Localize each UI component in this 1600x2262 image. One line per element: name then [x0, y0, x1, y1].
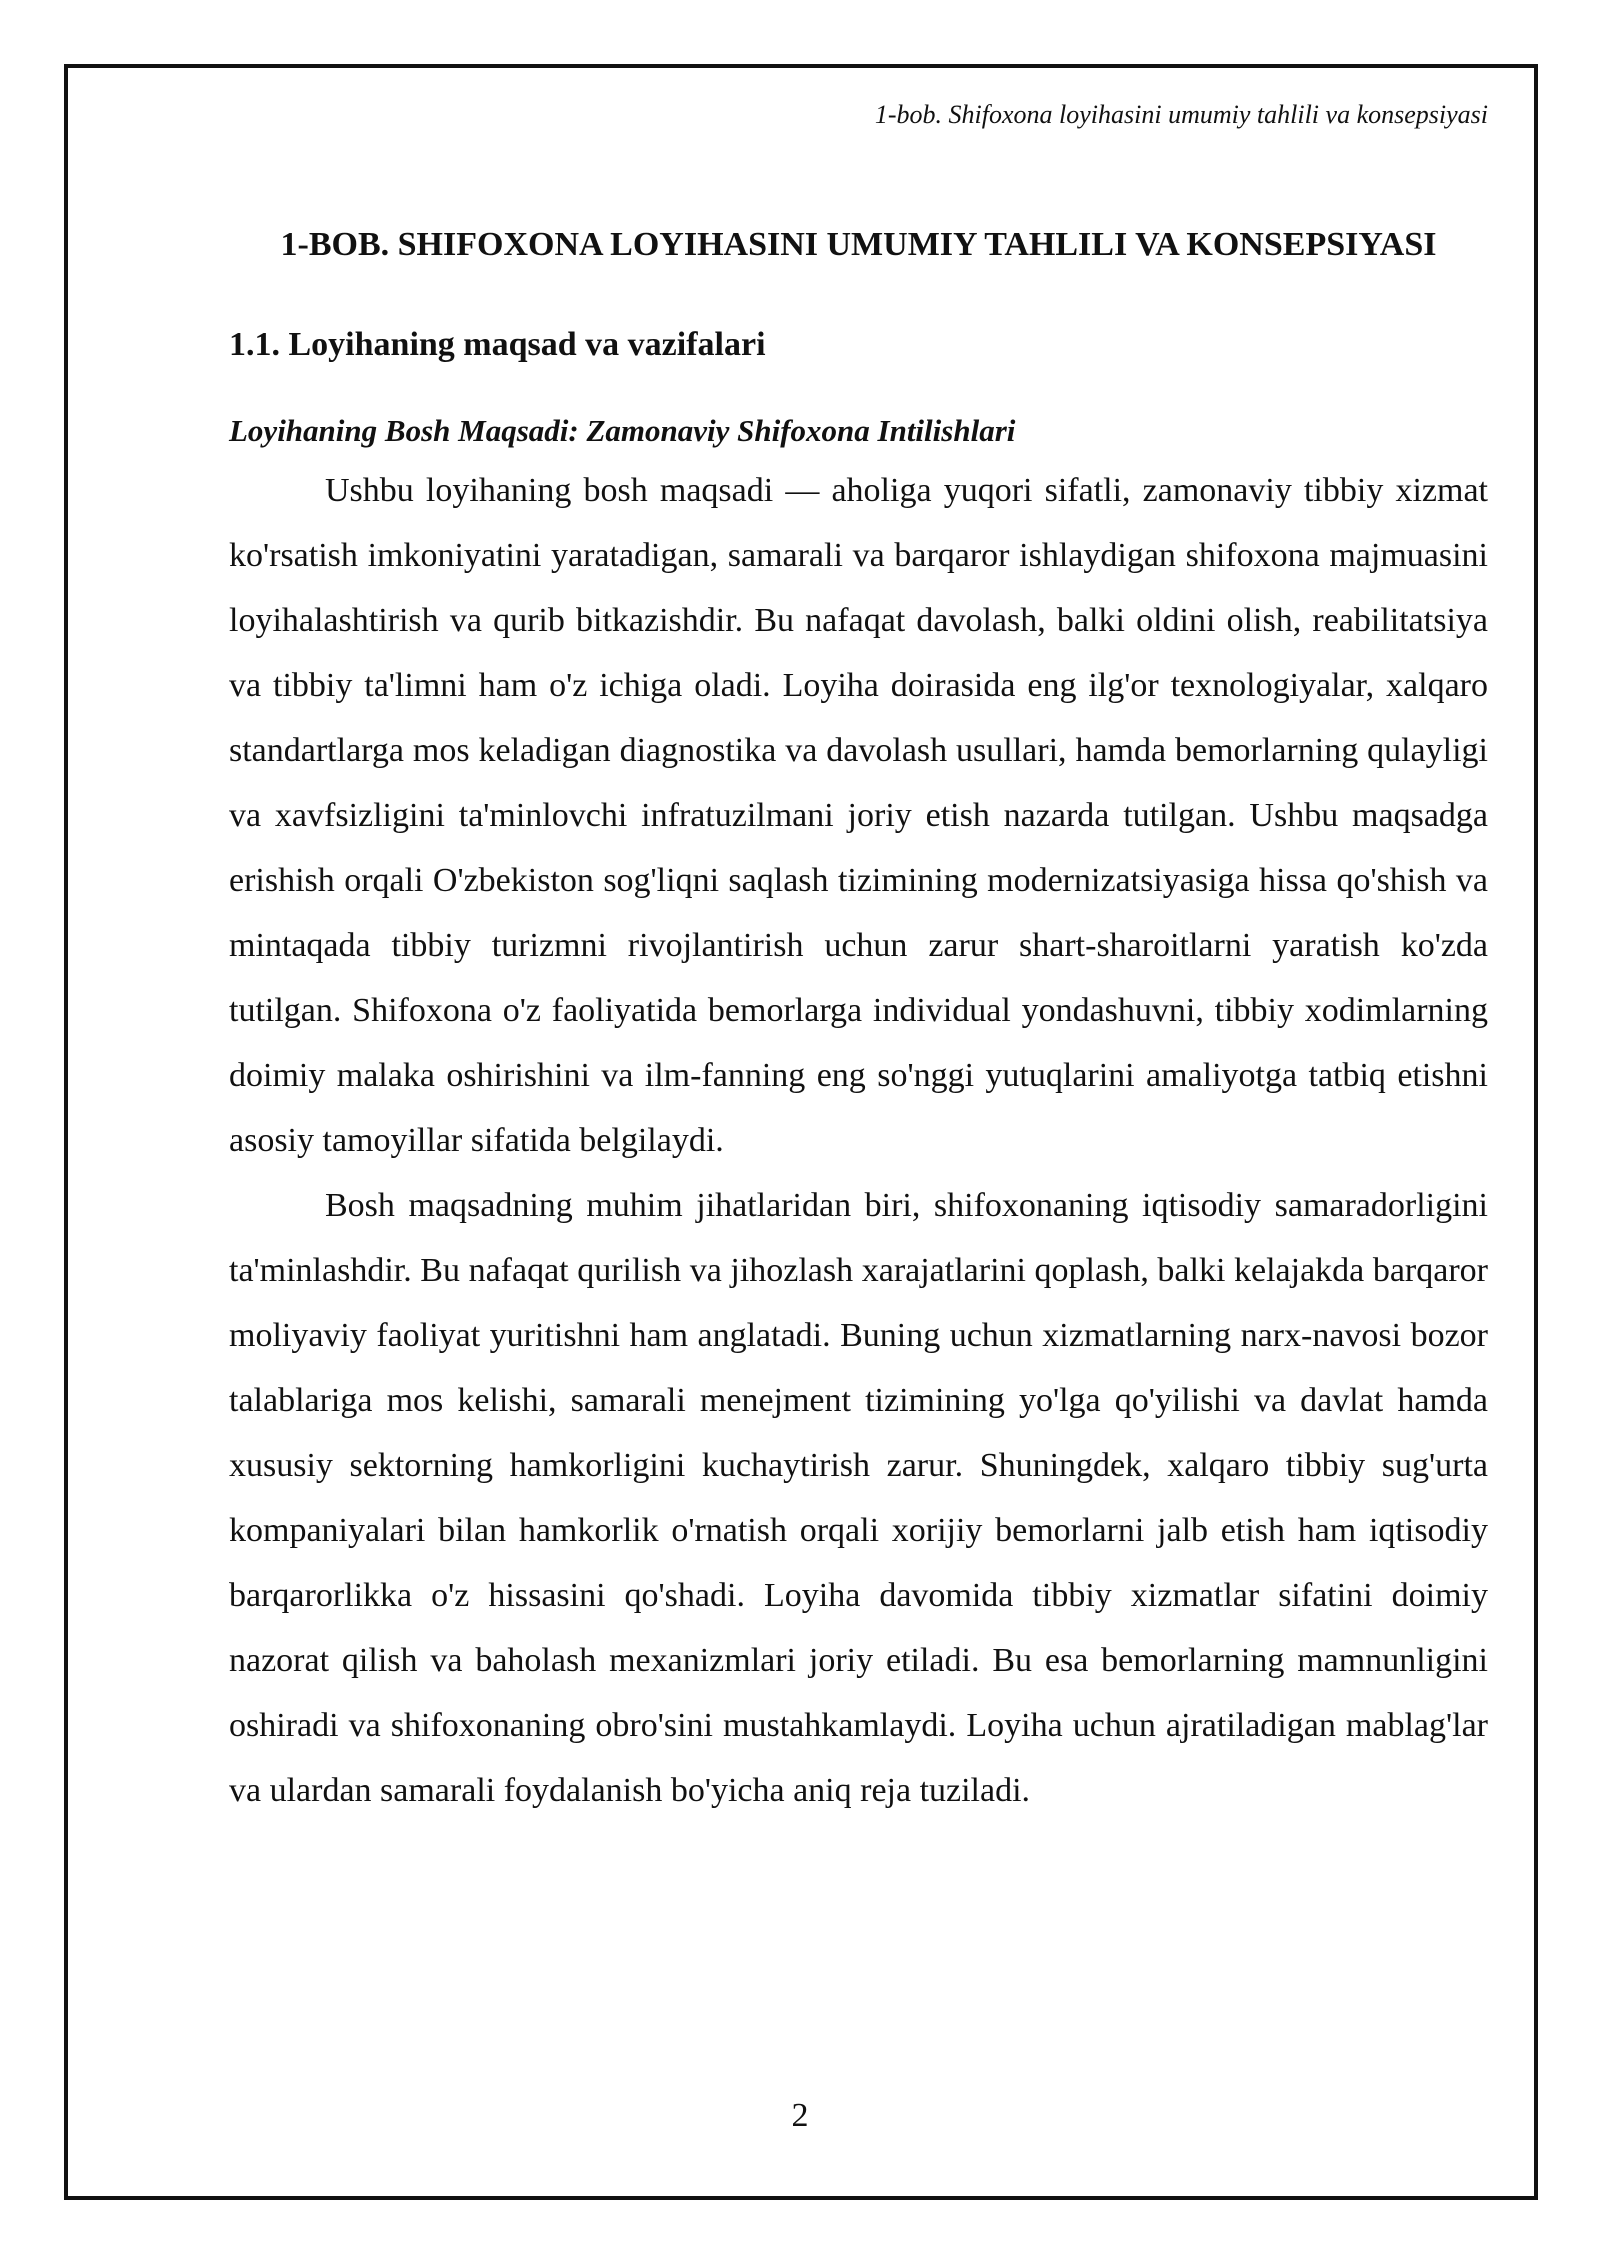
- body-paragraph: Bosh maqsadning muhim jihatlaridan biri, shifoxonaning iqtisodiy samaradorligini ta'minlashdir. Bu nafaqat qurilish va jihozlash xarajatlarini qoplash, balki kelajakda barqaror moliyaviy faoliyat yuritishni ham anglatadi. Buning uchun xizmatlarning narx-navosi bozor talablariga mos kelishi, samarali menejment tizimining yo'lga qo'yilishi va davlat hamda xususiy sektorning hamkorligini kuchaytirish zarur. Shuningdek, xalqaro tibbiy sug'urta kompaniyalari bilan hamkorlik o'rnatish orqali xorijiy bemorlarni jalb etish ham iqtisodiy barqarorlikka o'z hissasini qo'shadi. Loyiha davomida tibbiy xizmatlar sifatini doimiy nazorat qilish va baholash mexanizmlari joriy etiladi. Bu esa bemorlarning mamnunligini oshiradi va shifoxonaning obro'sini mustahkamlaydi. Loyiha uchun ajratiladigan mablag'lar va ulardan samarali foydalanish bo'yicha aniq reja tuziladi.: [229, 1187, 1488, 1809]
- chapter-title: 1-BOB. SHIFOXONA LOYIHASINI UMUMIY TAHLILI VA KONSEPSIYASI: [280, 226, 1437, 263]
- running-header: 1-bob. Shifoxona loyihasini umumiy tahlili va konsepsiyasi: [874, 100, 1488, 129]
- section-heading: 1.1. Loyihaning maqsad va vazifalari: [229, 326, 766, 363]
- body-paragraph: Ushbu loyihaning bosh maqsadi — aholiga yuqori sifatli, zamonaviy tibbiy xizmat ko'rsatish imkoniyatini yaratadigan, samarali va barqaror ishlaydigan shifoxona majmuasini loyihalashtirish va qurib bitkazishdir. Bu nafaqat davolash, balki oldini olish, reabilitatsiya va tibbiy ta'limni ham o'z ichiga oladi. Loyiha doirasida eng ilg'or texnologiyalar, xalqaro standartlarga mos keladigan diagnostika va davolash usullari, hamda bemorlarning qulayligi va xavfsizligini ta'minlovchi infratuzilmani joriy etish nazarda tutilgan. Ushbu maqsadga erishish orqali O'zbekiston sog'liqni saqlash tizimining modernizatsiyasiga hissa qo'shish va mintaqada tibbiy turizmni rivojlantirish uchun zarur shart-sharoitlarni yaratish ko'zda tutilgan. Shifoxona o'z faoliyatida bemorlarga individual yondashuvni, tibbiy xodimlarning doimiy malaka oshirishini va ilm-fanning eng so'nggi yutuqlarini amaliyotga tatbiq etishni asosiy tamoyillar sifatida belgilaydi.: [229, 472, 1488, 1159]
- section-subheading: Loyihaning Bosh Maqsadi: Zamonaviy Shifoxona Intilishlari: [229, 413, 1016, 448]
- document-body: [229, 212, 1488, 1823]
- page-number: 2: [791, 2097, 809, 2134]
